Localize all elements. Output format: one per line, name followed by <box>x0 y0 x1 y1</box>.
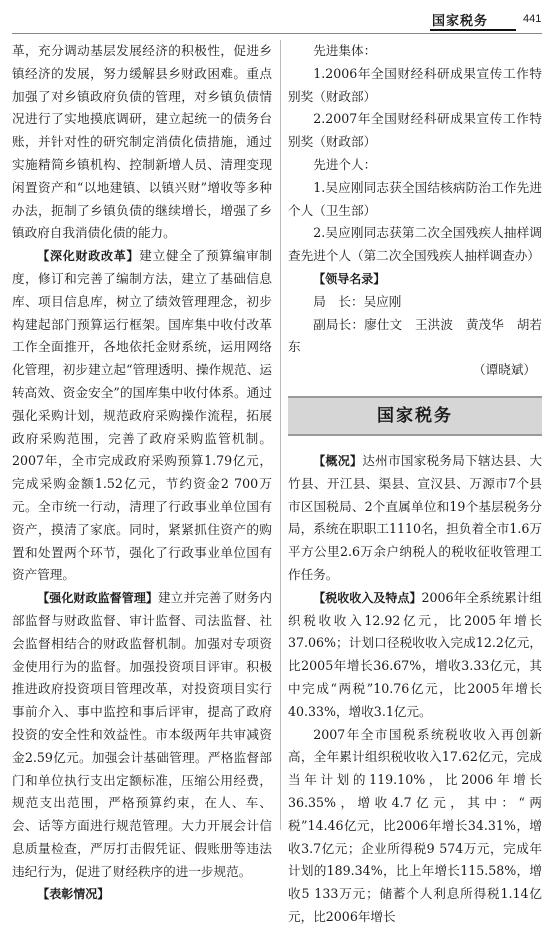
running-header-title: 国家税务 <box>432 14 489 29</box>
advanced-individual-label: 先进个人： <box>313 156 377 172</box>
paragraph-overview <box>288 450 542 587</box>
heading-revenue: 【税收收入及特点】 <box>313 590 422 605</box>
advanced-collective-label: 先进集体： <box>313 43 377 58</box>
leader-director: 局 长：吴应刚 <box>313 293 402 309</box>
section-title: 国家税务 <box>377 405 453 426</box>
leaders-heading-line <box>288 268 542 291</box>
paragraph-supervision <box>12 587 272 883</box>
paragraph-revenue <box>288 587 542 724</box>
heading-commendations: 【表彰情况】 <box>37 887 110 902</box>
paragraph-debt-management: 革，充分调动基层发展经济的积极性，促进乡镇经济的发展，努力缓解县乡财政困难。重点加强了对乡镇政府负债的管理，对乡镇负债情况进行了实地摸底调研，建立起统一的债务台账，并针对性的研究制定消债化债措施，通过实施精简乡镇机构、控制新增人员、清理变现闲置资产和“以地建镇、以镇兴财”增收等多种办法，扼制了乡镇负债的继续增长，增强了乡镇政府自我消债化债的能力。 <box>12 43 272 241</box>
page-number: 441 <box>523 13 542 25</box>
paragraph-overview-text: 达州市国家税务局下辖达县、大竹县、开江县、渠县、宣汉县、万源市7个县市区国税局、2个直属单位和19个基层税务分局，系统在职职工1110名，担负着全市1.6万平方公里2.6万余户纳税人的税收征收管理工作任务。 <box>288 452 542 582</box>
award-collective-2: 2.2007年全国财经科研成果宣传工作特别奖（财政部） <box>288 111 542 150</box>
heading-commendations-line <box>12 883 272 906</box>
heading-leaders: 【领导名录】 <box>313 271 386 286</box>
left-column <box>12 40 272 906</box>
paragraph-revenue-2007: 2007年全市国税系统税收收入再创新高，全年累计组织税收收入17.62亿元，完成当年计划的119.10%，比2006年增长36.35%，增收4.7亿元，其中：“两税”14.46亿元，比2006年增长34.31%，增收3.7亿元；企业所得税9 574万元，完成年计划的189.34%，比上年增长115.58%，增收5 133万元；储蓄个人利息所得税1.14亿元，比2006年增长 <box>288 726 542 924</box>
author-credit: （谭晓斌） <box>473 362 536 378</box>
award-individual-1: 1.吴应刚同志获全国结核病防治工作先进个人（卫生部） <box>288 179 542 218</box>
award-individual-2: 2.吴应刚同志获第二次全国残疾人抽样调查先进个人（第二次全国残疾人抽样调查办） <box>288 225 542 264</box>
paragraph-finance-reform-text: 建立健全了预算编审制度，修订和完善了编制方法，建立了基础信息库、项目信息库，树立了绩效管理理念，初步构建起部门预算运行框架。国库集中收付改革工作全面推开，各地依托金财系统，运用网络化管理，初步建立起“管理透明、操作规范、运转高效、资金安全”的国库集中收付体系。通过强化采购计划，规范政府采购操作流程，拓展政府采购范围，完善了政府采购监管机制。2007年，全市完成政府采购预算1.79亿元，完成采购金额1.52亿元，节约资金2 700万元。全市统一行动，清理了行政事业单位国有资产，摸清了家底。同时，紧紧抓住资产的购置和处置两个环节，强化了行政事业单位国有资产管理。 <box>12 248 272 583</box>
award-collective-1: 1.2006年全国财经科研成果宣传工作特别奖（财政部） <box>288 65 542 104</box>
heading-finance-reform: 【深化财政改革】 <box>37 249 140 264</box>
paragraph-revenue-text: 2006年全系统累计组织税收收入12.92亿元，比2005年增长37.06%；计划口径税收收入完成12.2亿元，比2005年增长36.67%，增收3.33亿元，其中完成“两税”10.76亿元，比2005年增长40.33%，增收3.1亿元。 <box>288 589 542 719</box>
section-title-banner <box>288 396 542 436</box>
heading-overview: 【概况】 <box>313 453 363 468</box>
leader-deputies: 副局长：廖仕文 王洪波 黄茂华 胡若东 <box>288 316 542 355</box>
heading-supervision: 【强化财政监督管理】 <box>37 591 158 606</box>
column-divider <box>280 40 281 830</box>
right-column <box>288 40 542 929</box>
paragraph-finance-reform <box>12 245 272 587</box>
header-accent-rule <box>430 29 516 31</box>
paragraph-supervision-text: 建立并完善了财务内部监督与财政监督、审计监督、司法监督、社会监督相结合的财政监督机制。加强对专项资金使用行为的监督。加强投资项目评审。积极推进政府投资项目管理改革，对投资项目实行事前介入、事中监控和事后评审，提高了政府投资的安全性和效益性。市本级两年共审减资金2.59亿元。加强会计基础管理。严格监督部门和单位执行支出定额标准，压缩公用经费，规范支出范围，严格预算约束，在人、车、会、话等方面进行规范管理。大力开展会计信息质量检查，严厉打击假凭证、假账册等违法违纪行为，促进了财经秩序的进一步规范。 <box>12 590 272 879</box>
header-rule <box>12 33 542 34</box>
